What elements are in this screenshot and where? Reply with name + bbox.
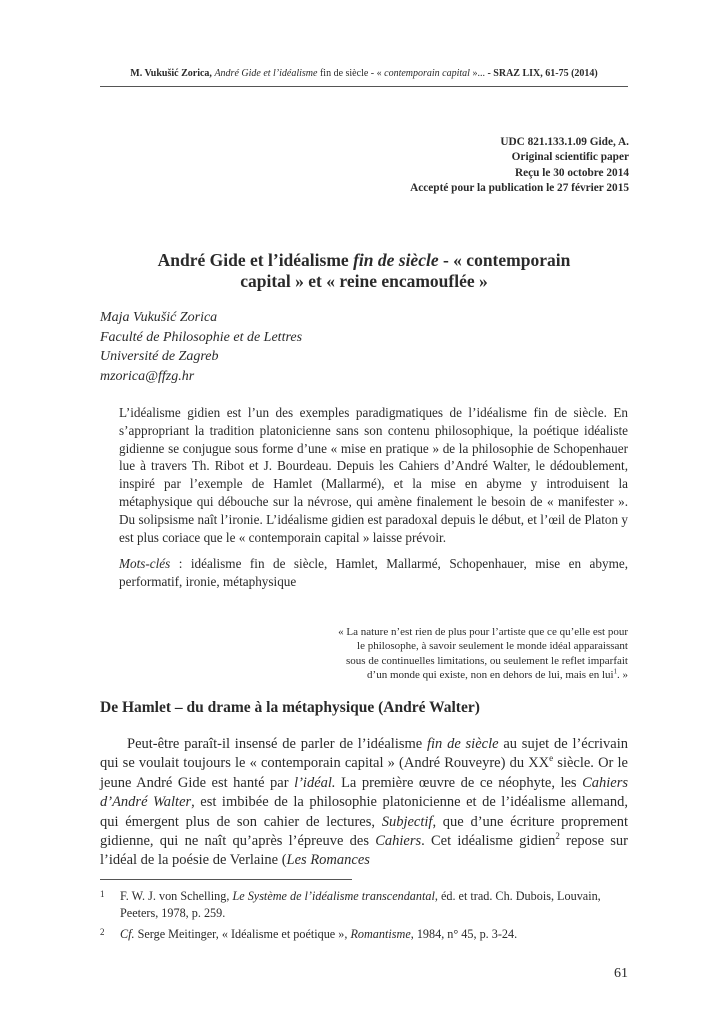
abstract-text: L’idéalisme gidien est l’un des exemples paradigmatiques de l’idéalisme fin de siècle. En s’appropriant la tradition platonicienne sans son contenu philosophique, la poétique idéaliste gidienne se conjugue sous forme d’une « mise en pratique » de la philosophie de Schopenhauer lue à travers Th. Ribot et J. Bourdeau. Depuis les Cahiers d’André Walter, le dédoublement, inspiré par l’exemple de Hamlet (Mallarmé), et la mise en abyme y introduisent la métaphysique qui débouche sur la névrose, qui amène finalement le besoin de « manifester ». Du solipsisme naît l’ironie. L’idéalisme gidien est paradoxal depuis le début, et l’œil de Platon y est plus coriace que le « contemporain capital » laisse prévoir. [119,405,628,545]
footnote-ref-1[interactable]: 1 [613,668,617,676]
body-text [100,735,628,871]
body-paragraph: Peut-être paraît-il insensé de parler de l’idéalisme fin de siècle au sujet de l’écrivain qui se voulait toujours le « contemporain capital » (André Rouveyre) du XXe siècle. Or le jeune André Gide est hanté par l’idéal. La première œuvre de ce néophyte, les Cahiers d’André Walter, est imbibée de la philosophie platonicienne et de l’idéalisme allemand, qui émergent plus de son cahier de lectures, Subjectif, que d’une écriture proprement gidienne, qui ne naît qu’après l’épreuve des Cahiers. Cet idéalisme gidien$^2$ repose sur l’idéal de la poésie de Verlaine (Les Romances [100,736,629,869]
author-name: Maja Vukušić Zorica [100,310,218,325]
footnotes [100,888,628,948]
footnote-rule [100,879,352,880]
article-metadata [410,135,629,196]
footnote-2: 2 Cf. Serge Meitinger, « Idéalisme et poétique », Romantisme, 1984, n° 45, p. 3-24. [100,927,518,941]
paper-type: Original scientific paper [511,151,629,164]
received-date: Reçu le 30 octobre 2014 [515,166,629,179]
author-block [100,308,302,386]
footnote-ref-2[interactable]: 2 [555,831,560,842]
author-email[interactable]: mzorica@ffzg.hr [100,368,195,384]
author-faculty: Faculté de Philosophie et de Lettres [100,329,303,345]
accepted-date: Accepté pour la publication le 27 février 2015 [410,181,629,194]
author-university: Université de Zagreb [100,349,219,365]
keywords: Mots-clés : idéalisme fin de siècle, Hamlet, Mallarmé, Schopenhauer, mise en abyme, performatif, ironie, métaphysique [119,556,628,590]
header-rule [100,86,628,87]
section-heading: De Hamlet – du drame à la métaphysique (André Walter) [100,699,480,716]
running-header: M. Vukušić Zorica, André Gide et l’idéalisme fin de siècle - « contemporain capital »... - SRAZ LIX, 61-75 (2014) [130,68,598,79]
abstract [119,404,628,591]
epigraph: « La nature n’est rien de plus pour l’artiste que ce qu’elle est pour le philosophe, à savoir seulement le monde idéal apparaissant sous de continuelles limitations, ou seulement le reflet imparfait d’un monde qui existe, non en dehors de lui, mais en lui$^1$. » [338,626,628,681]
page-number: 61 [614,966,628,981]
footnote-1: 1 F. W. J. von Schelling, Le Système de l’idéalisme transcendantal, éd. et trad. Ch. Dubois, Louvain, Peeters, 1978, p. 259. [100,889,601,920]
article-title: André Gide et l’idéalisme fin de siècle - « contemporain capital » et « reine encamouflée » [157,250,571,291]
udc-code: UDC 821.133.1.09 Gide, A. [500,136,629,148]
